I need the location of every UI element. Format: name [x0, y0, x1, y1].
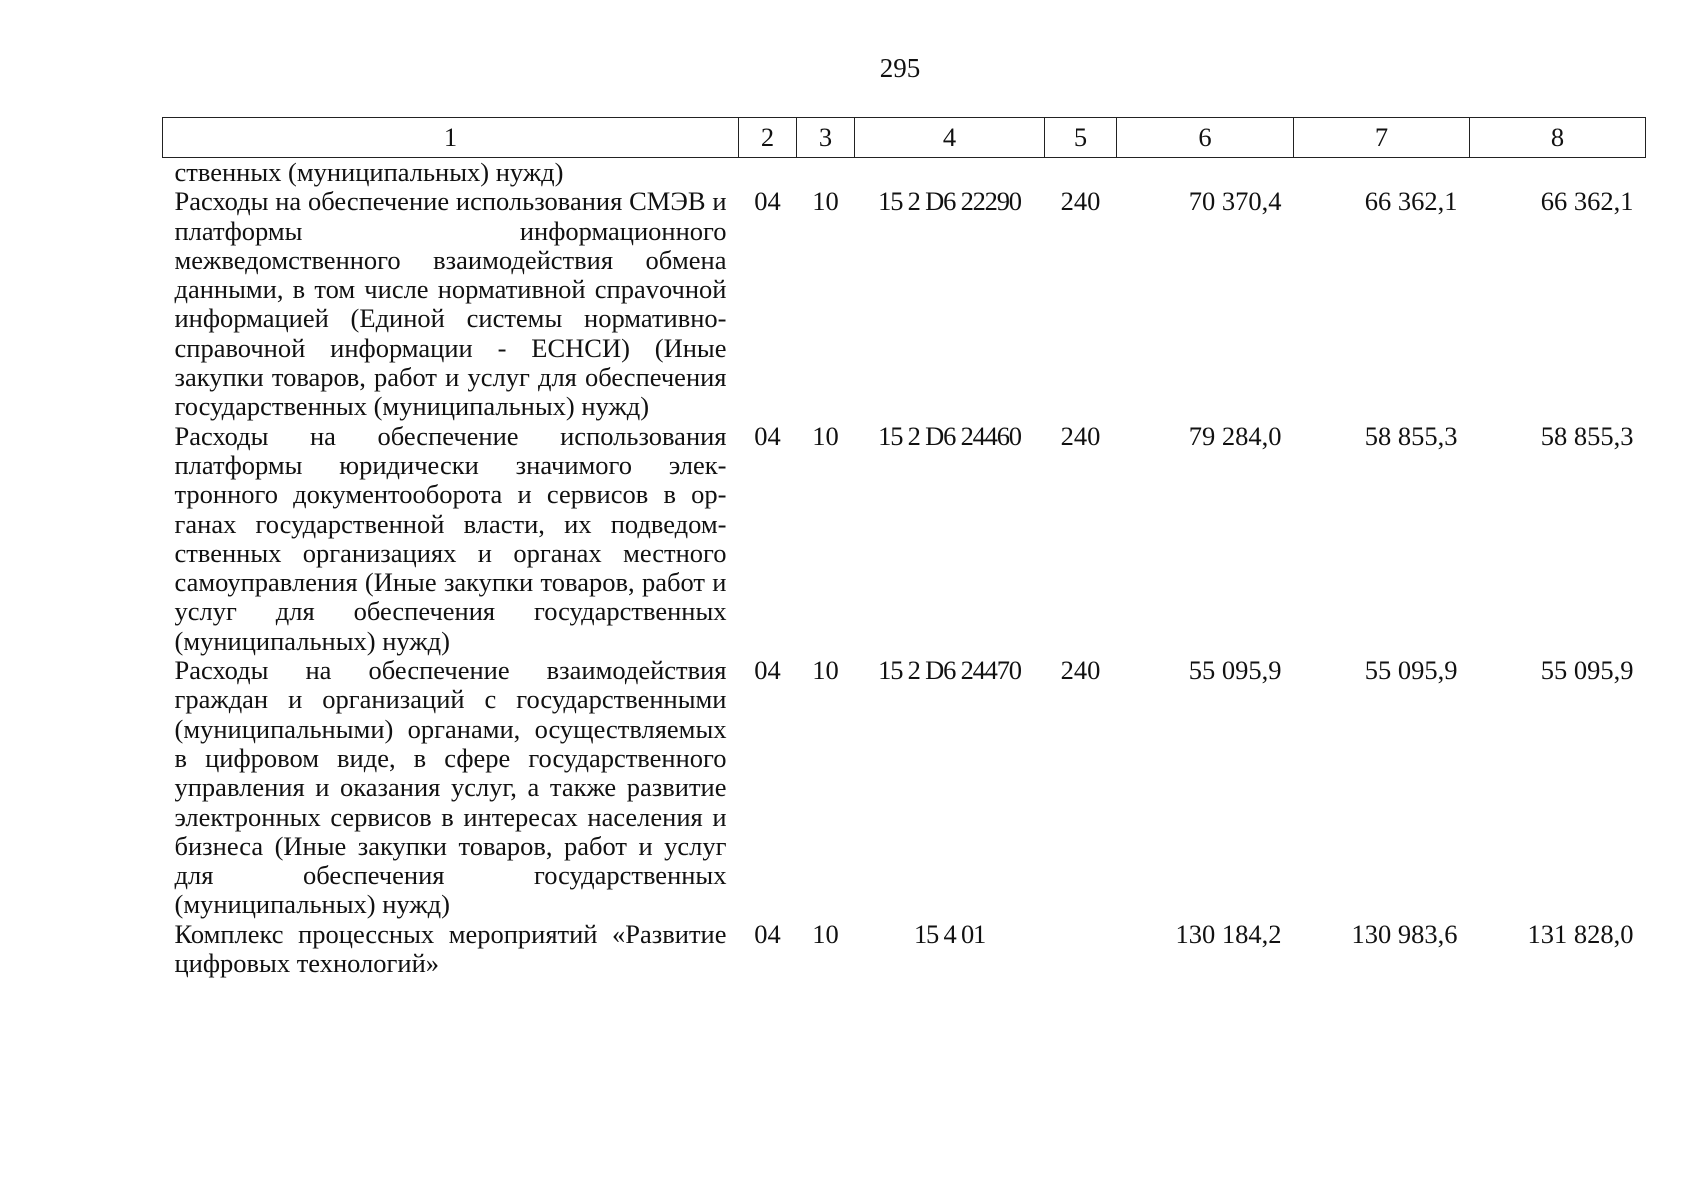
page-number: 295: [879, 53, 921, 83]
header-col-7: 7: [1294, 118, 1470, 158]
row-name-cell: Комплекс процессных мероприятий «Развитие цифровых технологий»: [174, 918, 727, 979]
table-row: [163, 158, 1646, 188]
table-row: [163, 656, 1646, 920]
target-article-cell: 15 2 D6 24460: [878, 420, 1021, 451]
amount-col6-cell: [1117, 158, 1294, 188]
header-col-5: 5: [1045, 118, 1117, 158]
section-cell: 04: [754, 655, 781, 686]
expense-type-cell: 240: [1060, 186, 1101, 217]
section-cell: [739, 158, 797, 188]
header-col-6: 6: [1117, 118, 1294, 158]
amount-col7-cell: 130 983,6: [1351, 918, 1458, 949]
header-col-3: 3: [797, 118, 855, 158]
header-col-8: 8: [1470, 118, 1646, 158]
section-cell: 04: [754, 186, 781, 217]
header-col-4: 4: [855, 118, 1045, 158]
amount-col6-cell: 70 370,4: [1188, 186, 1282, 217]
row-name-cell: Расходы на обеспечение использования платформы юридически значимого электронного документооборота и сервисов в органах государственной власти, их подведомственных организациях и органах местного самоуправления (Иные закупки товаров, работ и услуг для обеспечения государственных (муниципальных) нужд): [174, 420, 727, 656]
header-col-2: 2: [739, 118, 797, 158]
amount-col6-cell: 79 284,0: [1188, 420, 1282, 451]
target-article-cell: 15 4 01: [913, 918, 986, 949]
subsection-cell: 10: [812, 186, 839, 217]
table-row: [163, 920, 1646, 979]
expense-type-cell: [1045, 158, 1117, 188]
table-row: [163, 422, 1646, 656]
table-header-row: [163, 118, 1646, 158]
table-row: [163, 187, 1646, 421]
amount-col7-cell: 58 855,3: [1364, 420, 1458, 451]
row-name-cell: Расходы на обеспечение использования СМЭВ и платформы информационного межведомственного взаимодействия обмена данными, в том числе нормативной спраvочной информацией (Единой системы нормативно-справочной информации - ЕСНСИ) (Иные закупки товаров, работ и услуг для обеспечения государственных (муниципальных) нужд): [174, 186, 727, 422]
amount-col6-cell: 55 095,9: [1188, 655, 1282, 686]
amount-col7-cell: [1294, 158, 1470, 188]
section-cell: 04: [754, 420, 781, 451]
header-col-1: 1: [163, 118, 739, 158]
amount-col8-cell: 55 095,9: [1540, 655, 1634, 686]
subsection-cell: 10: [812, 420, 839, 451]
target-article-cell: 15 2 D6 22290: [878, 186, 1021, 217]
row-name-cell: ственных (муниципальных) нужд): [174, 157, 564, 187]
target-article-cell: 15 2 D6 24470: [878, 655, 1021, 686]
expense-type-cell: 240: [1060, 420, 1101, 451]
amount-col8-cell: [1470, 158, 1646, 188]
expense-type-cell: 240: [1060, 655, 1101, 686]
budget-table: [162, 117, 1646, 978]
amount-col8-cell: 58 855,3: [1540, 420, 1634, 451]
amount-col7-cell: 55 095,9: [1364, 655, 1458, 686]
target-article-cell: [855, 158, 1045, 188]
amount-col8-cell: 131 828,0: [1527, 918, 1634, 949]
expense-type-cell: [1045, 920, 1117, 979]
section-cell: 04: [754, 918, 781, 949]
subsection-cell: 10: [812, 918, 839, 949]
subsection-cell: 10: [812, 655, 839, 686]
row-name-cell: Расходы на обеспечение взаимодействия граждан и организаций с государственными (муниципальными) органами, осуществляемых в цифровом виде, в сфере государственного управления и оказания услуг, а также развитие электронных сервисов в интересах населения и бизнеса (Иные закупки товаров, работ и услуг для обеспечения государственных (муниципальных) нужд): [174, 655, 727, 920]
amount-col7-cell: 66 362,1: [1364, 186, 1458, 217]
amount-col8-cell: 66 362,1: [1540, 186, 1634, 217]
amount-col6-cell: 130 184,2: [1175, 918, 1282, 949]
subsection-cell: [797, 158, 855, 188]
